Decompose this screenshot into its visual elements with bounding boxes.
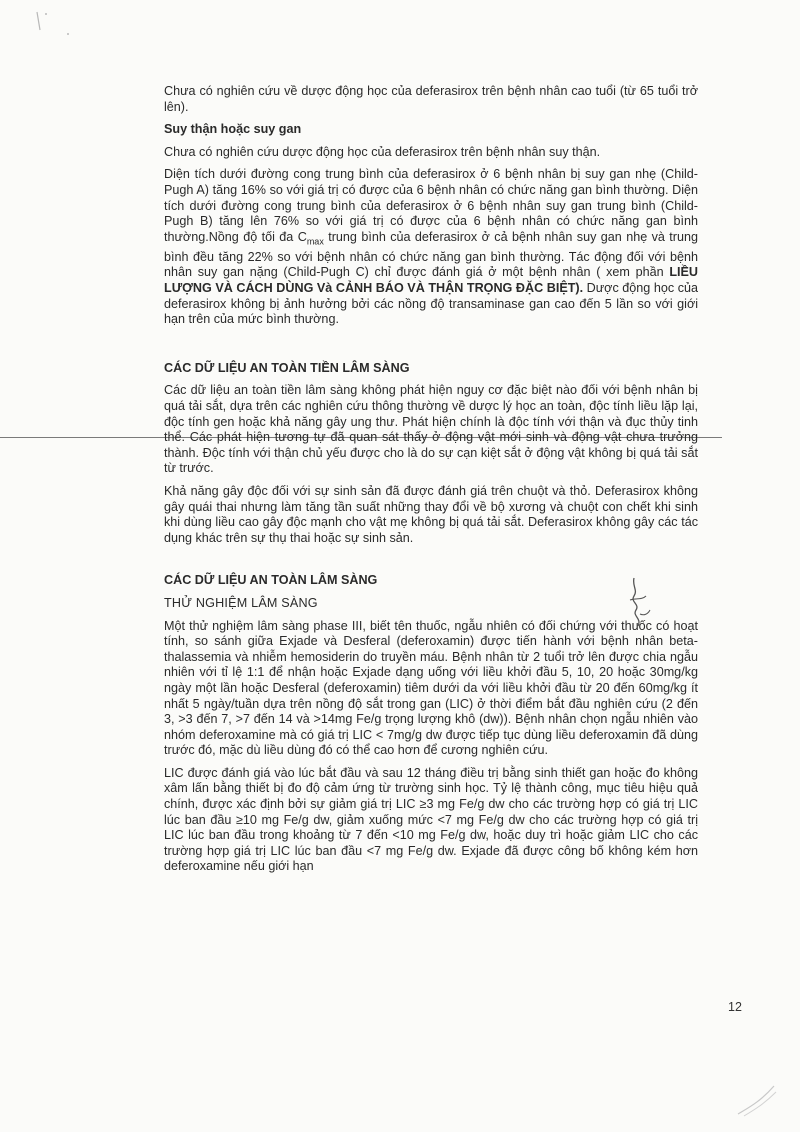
clinical-paragraph-1: Một thử nghiệm lâm sàng phase III, biết tên thuốc, ngẫu nhiên có đối chứng với thuốc có hoạt tính, so sánh giữa Exjade và Desferal (deferoxamin) được tiến hành với bệnh nhân beta-thalassemia và nhiễm hemosiderin do truyền máu. Bệnh nhân từ 2 tuổi trở lên được chia ngẫu nhiên với tỉ lệ 1:1 để nhận hoặc Exjade dạng uống với liều khởi đầu 5, 10, 20 hoặc 30mg/kg ngày một lần hoặc Desferal (deferoxamin) tiêm dưới da với liều khởi đầu từ 20 đến 60mg/kg ít nhất 5 ngày/tuần dựa trên nồng độ sắt trong gan (LIC) ở thời điểm bắt đầu nghiên cứu (2 đến 3, >3 đến 7, >7 đến 14 và >14mg Fe/g trọng lượng khô (dw)). Bệnh nhân chọn ngẫu nhiên vào nhóm deferoxamine mà có giá trị LIC < 7mg/g dw được tiếp tục dùng liều deferoxamin đã dùng trước đó, mặc dù liều dùng đó có thể cao hơn để cương nghiên cứu.	[164, 618, 698, 758]
document-body	[164, 84, 698, 882]
cmax-subscript: max	[306, 236, 324, 247]
clinical-section-title: CÁC DỮ LIỆU AN TOÀN LÂM SÀNG	[164, 573, 378, 588]
preclinical-paragraph-1: Các dữ liệu an toàn tiền lâm sàng không phát hiện nguy cơ đặc biệt nào đối với bệnh nhân bị quá tải sắt, dựa trên các nghiên cứu thông thường về dược lý học an toàn, độc tính liều lặp lại, độc tính gen hoặc khả năng gây ung thư. Phát hiện chính là độc tính với thận và đục thủy tinh thể. Các phát hiện tương tự đã quan sát thấy ở động vật mới sinh và động vật chưa trưởng thành. Độc tính với thận chủ yếu được cho là do sự cạn kiệt sắt ở động vật không bị quá tải sắt từ trước.	[164, 383, 698, 476]
hepatic-bold-reference: LIỀU LƯỢNG VÀ CÁCH DÙNG Và CẢNH BÁO VÀ THẬN TRỌNG ĐẶC BIỆT).	[164, 265, 698, 296]
spacer	[164, 335, 698, 361]
elderly-paragraph: Chưa có nghiên cứu về dược động học của deferasirox trên bệnh nhân cao tuổi (từ 65 tuổi trở lên).	[164, 84, 698, 114]
hepatic-text-c: Dược động học của deferasirox không bị ảnh hưởng bởi các nồng độ transaminase gan cao đến 5 lần so với giới hạn trên của mức bình thường.	[164, 281, 698, 327]
signature-icon	[612, 574, 662, 639]
scan-speck-bottom-right	[730, 1080, 780, 1125]
page-number: 12	[728, 1000, 742, 1014]
hepatic-text-b: trung bình của deferasirox ở cả bệnh nhân suy gan nhẹ và trung bình đều tăng 22% so với bệnh nhân có chức năng gan bình thường. Tác động đối với bệnh nhân suy gan nặng (Child-Pugh C) chỉ được đánh giá ở một bệnh nhân ( xem phần	[164, 229, 699, 280]
hepatic-paragraph	[164, 167, 698, 327]
clinical-subtitle: THỬ NGHIỆM LÂM SÀNG	[164, 595, 318, 610]
clinical-paragraph-2: LIC được đánh giá vào lúc bắt đầu và sau 12 tháng điều trị bằng sinh thiết gan hoặc đo không xâm lấn bằng thiết bị đo độ cảm ứng từ trường sinh học. Tỷ lệ thành công, mục tiêu hiệu quả chính, được xác định bởi sự giảm giá trị LIC ≥3 mg Fe/g dw cho các trường hợp có giá trị LIC lúc ban đầu ≥10 mg Fe/g dw, giảm xuống mức <7 mg Fe/g dw cho các trường hợp có giá trị LIC lúc ban đầu trong khoảng từ 7 đến <10 mg Fe/g dw, hoặc duy trì hoặc giảm LIC cho các trường hợp giá trị LIC lúc ban đầu <7 mg Fe/g dw. Exjade đã được công bố không kém hơn deferoxamine nếu giới hạn	[164, 765, 698, 874]
spacer	[164, 553, 698, 573]
renal-hepatic-heading: Suy thận hoặc suy gan	[164, 122, 302, 137]
preclinical-section-title: CÁC DỮ LIỆU AN TOÀN TIỀN LÂM SÀNG	[164, 360, 410, 375]
hepatic-text-a: Diện tích dưới đường cong trung bình của deferasirox ở 6 bệnh nhân bị suy gan nhẹ (Child-Pugh A) tăng 16% so với giá trị có được của 6 bệnh nhân có chức năng gan bình thường. Diện tích dưới đường cong trung bình của deferasirox ở 6 bệnh nhân suy gan trung bình (Child-Pugh B) tăng lên 76% so với giá trị có được của 6 bệnh nhân có chức năng gan bình thường.Nồng độ tối đa C	[164, 167, 698, 244]
renal-paragraph: Chưa có nghiên cứu dược động học của deferasirox trên bệnh nhân suy thận.	[164, 144, 601, 159]
preclinical-paragraph-2: Khả năng gây độc đối với sự sinh sản đã được đánh giá trên chuột và thỏ. Deferasirox không gây quái thai nhưng làm tăng tần suất những thay đổi về bộ xương và chuột con chết khi sinh khi dùng liều cao gây độc mạnh cho vật mẹ không bị quá tải sắt. Deferasirox không gây các tác dụng khác trên sự thụ thai hoặc sự sinh sản.	[164, 483, 698, 545]
scan-speck-top-left	[34, 8, 74, 43]
